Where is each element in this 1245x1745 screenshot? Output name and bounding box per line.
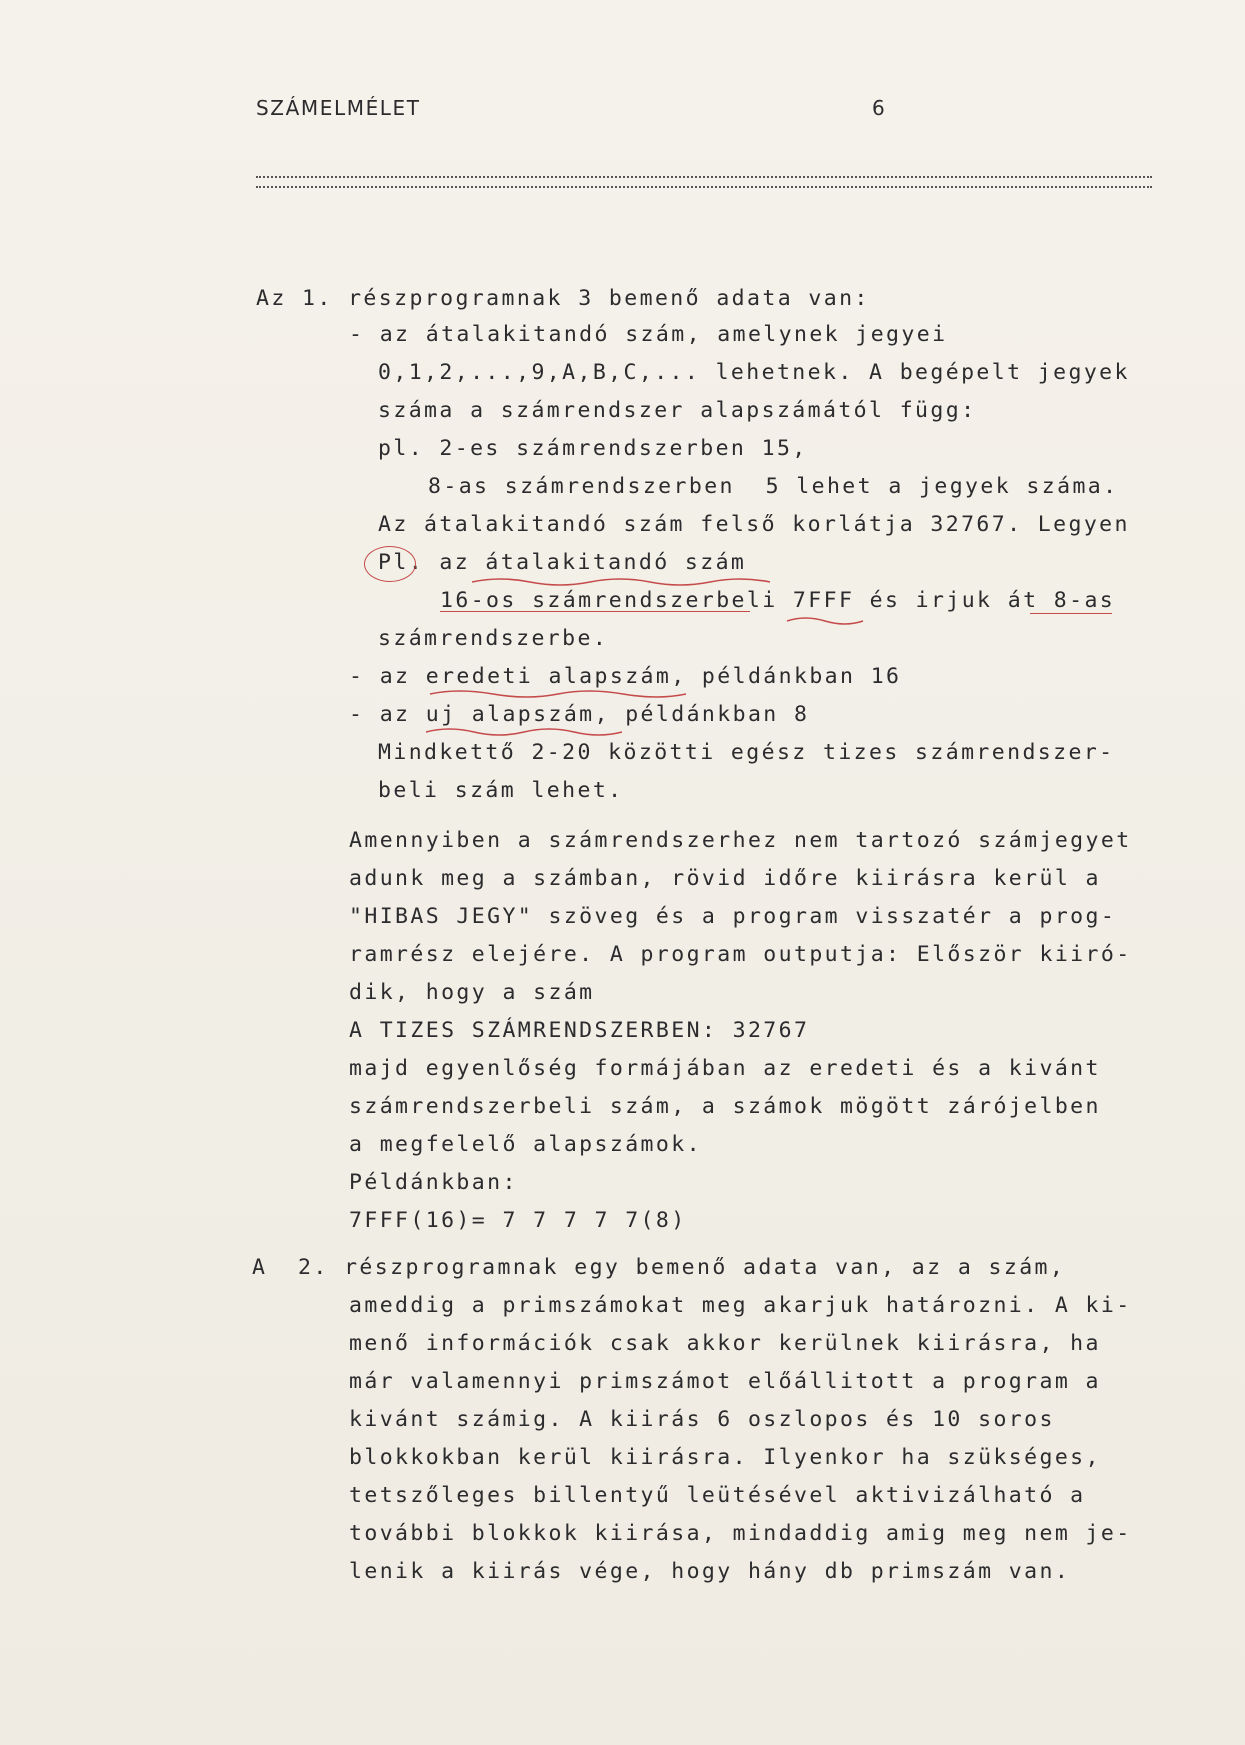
running-header-title: SZÁMELMÉLET [256,96,421,120]
text-line-22: számrendszerbeli szám, a számok mögött zárójelben [349,1094,1101,1119]
text-line-4: száma a számrendszer alapszámától függ: [378,398,977,423]
text-line-20: A TIZES SZÁMRENDSZERBEN: 32767 [349,1018,810,1043]
page-number: 6 [872,96,887,120]
text-line-12: - az uj alapszám, példánkban 8 [349,702,810,727]
text-line-13: Mindkettő 2-20 közötti egész tizes számrendszer- [378,740,1115,765]
text-line-34: lenik a kiirás vége, hogy hány db primszám van. [349,1559,1071,1584]
text-line-2: - az átalakitandó szám, amelynek jegyei [349,322,948,347]
text-line-27: ameddig a primszámokat meg akarjuk határozni. A ki- [349,1293,1132,1318]
pen-wavy-underline-eredeti [428,686,688,702]
text-line-5: pl. 2-es számrendszerben 15, [378,436,808,461]
text-line-33: további blokkok kiirása, mindaddig amig meg nem je- [349,1521,1132,1546]
header-double-rule [256,176,1152,188]
text-line-26: A 2. részprogramnak egy bemenő adata van, az a szám, [252,1255,1066,1280]
text-line-9: 16-os számrendszerbeli 7FFF és irjuk át 8-as [440,588,1116,613]
text-line-8: Pl. az átalakitandó szám [378,550,747,575]
pen-circle-annotation [364,546,416,582]
text-line-29: már valamennyi primszámot előállitott a program a [349,1369,1101,1394]
text-line-16: adunk meg a számban, rövid időre kiirásra kerül a [349,866,1101,891]
text-line-19: dik, hogy a szám [349,980,595,1005]
text-line-30: kivánt számig. A kiirás 6 oszlopos és 10 soros [349,1407,1055,1432]
text-line-25: 7FFF(16)= 7 7 7 7 7(8) [349,1208,687,1233]
text-line-21: majd egyenlőség formájában az eredeti és a kivánt [349,1056,1101,1081]
text-line-17: "HIBAS JEGY" szöveg és a program visszatér a prog- [349,904,1117,929]
text-line-24: Példánkban: [349,1170,518,1195]
text-line-11: - az eredeti alapszám, példánkban 16 [349,664,902,689]
text-line-7: Az átalakitandó szám felső korlátja 32767. Legyen [378,512,1130,537]
pen-wavy-underline-uj [424,724,624,740]
text-line-15: Amennyiben a számrendszerhez nem tartozó számjegyet [349,828,1132,853]
text-line-28: menő információk csak akkor kerülnek kiirásra, ha [349,1331,1101,1356]
text-line-18: ramrész elejére. A program outputja: Először kiiró- [349,942,1132,967]
text-line-3: 0,1,2,...,9,A,B,C,... lehetnek. A begépelt jegyek [378,360,1130,385]
text-line-6: 8-as számrendszerben 5 lehet a jegyek száma. [428,474,1119,499]
pen-wavy-underline-1 [470,574,790,590]
pen-wavy-underline-7fff [785,614,865,628]
text-line-1: Az 1. részprogramnak 3 bemenő adata van: [256,286,870,311]
pen-underline-16os [440,611,750,612]
text-line-32: tetszőleges billentyű leütésével aktivizálható a [349,1483,1086,1508]
text-line-14: beli szám lehet. [378,778,624,803]
text-line-10: számrendszerbe. [378,626,609,651]
text-line-23: a megfelelő alapszámok. [349,1132,702,1157]
pen-underline-8as [1030,613,1112,614]
text-line-31: blokkokban kerül kiirásra. Ilyenkor ha szükséges, [349,1445,1101,1470]
